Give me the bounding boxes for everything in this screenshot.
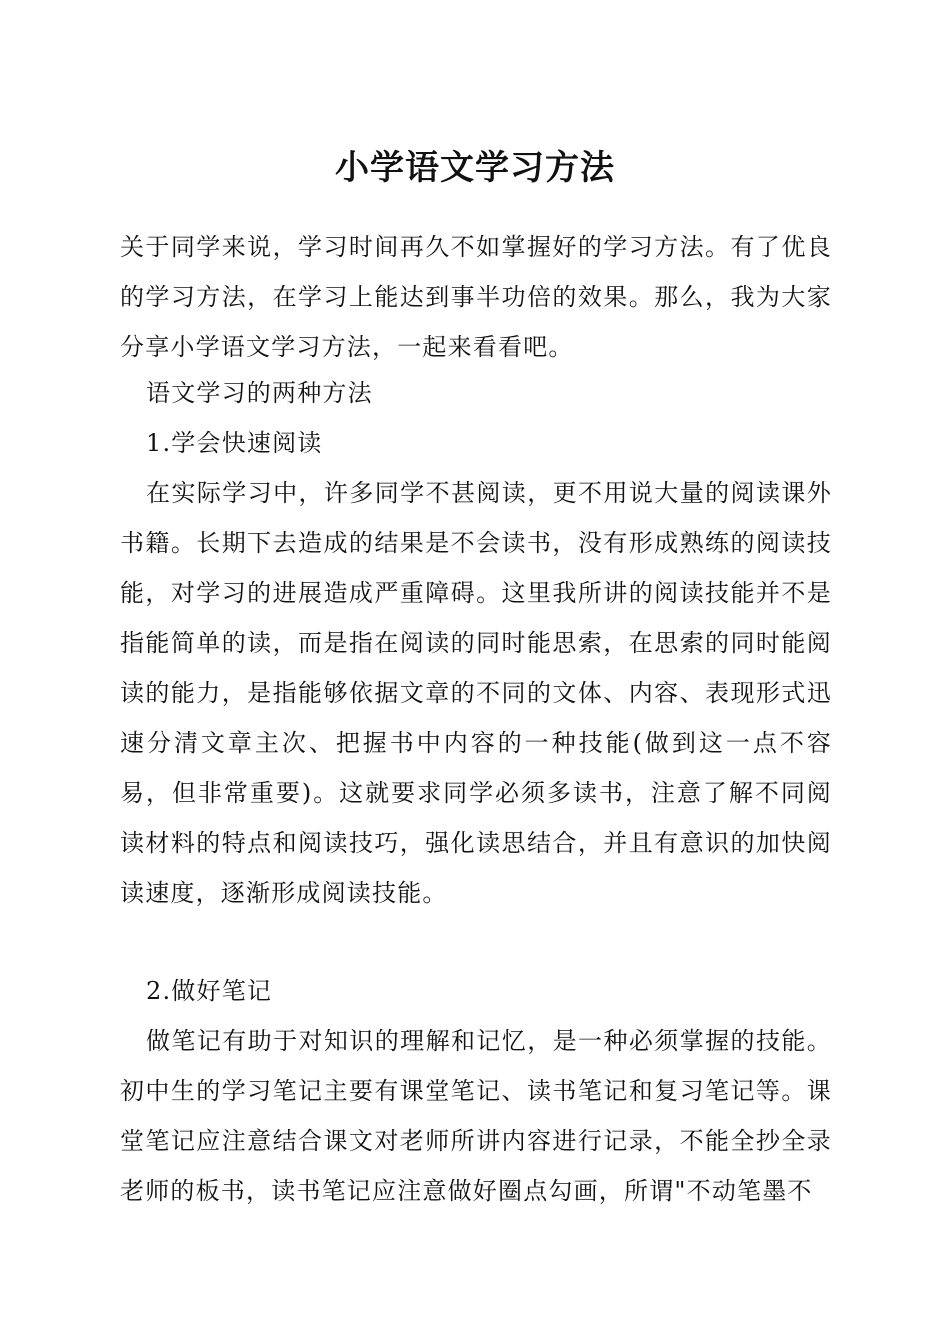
intro-paragraph: 关于同学来说，学习时间再久不如掌握好的学习方法。有了优良的学习方法，在学习上能达到事半功倍的效果。那么，我为大家分享小学语文学习方法，一起来看看吧。 <box>120 233 832 361</box>
subsection-paragraph-reading: 在实际学习中，许多同学不甚阅读，更不用说大量的阅读课外书籍。长期下去造成的结果是不会读书，没有形成熟练的阅读技能，对学习的进展造成严重障碍。这里我所讲的阅读技能并不是指能简单的读，而是指在阅读的同时能思索，在思索的同时能阅读的能力，是指能够依据文章的不同的文体、内容、表现形式迅速分清文章主次、把握书中内容的一种技能(做到这一点不容易，但非常重要)。这就要求同学必须多读书，注意了解不同阅读材料的特点和阅读技巧，强化读思结合，并且有意识的加快阅读速度，逐渐形成阅读技能。 <box>120 479 832 907</box>
section-heading: 语文学习的两种方法 <box>146 379 373 407</box>
subsection-paragraph-notes: 做笔记有助于对知识的理解和记忆，是一种必须掌握的技能。初中生的学习笔记主要有课堂笔记、读书笔记和复习笔记等。课堂笔记应注意结合课文对老师所讲内容进行记录，不能全抄全录老师的板书，读书笔记应注意做好圈点勾画，所谓"不动笔墨不 <box>120 1027 832 1205</box>
subsection-heading-notes: 2.做好笔记 <box>146 977 273 1005</box>
document-title: 小学语文学习方法 <box>335 148 615 188</box>
subsection-heading-reading: 1.学会快速阅读 <box>146 429 323 457</box>
